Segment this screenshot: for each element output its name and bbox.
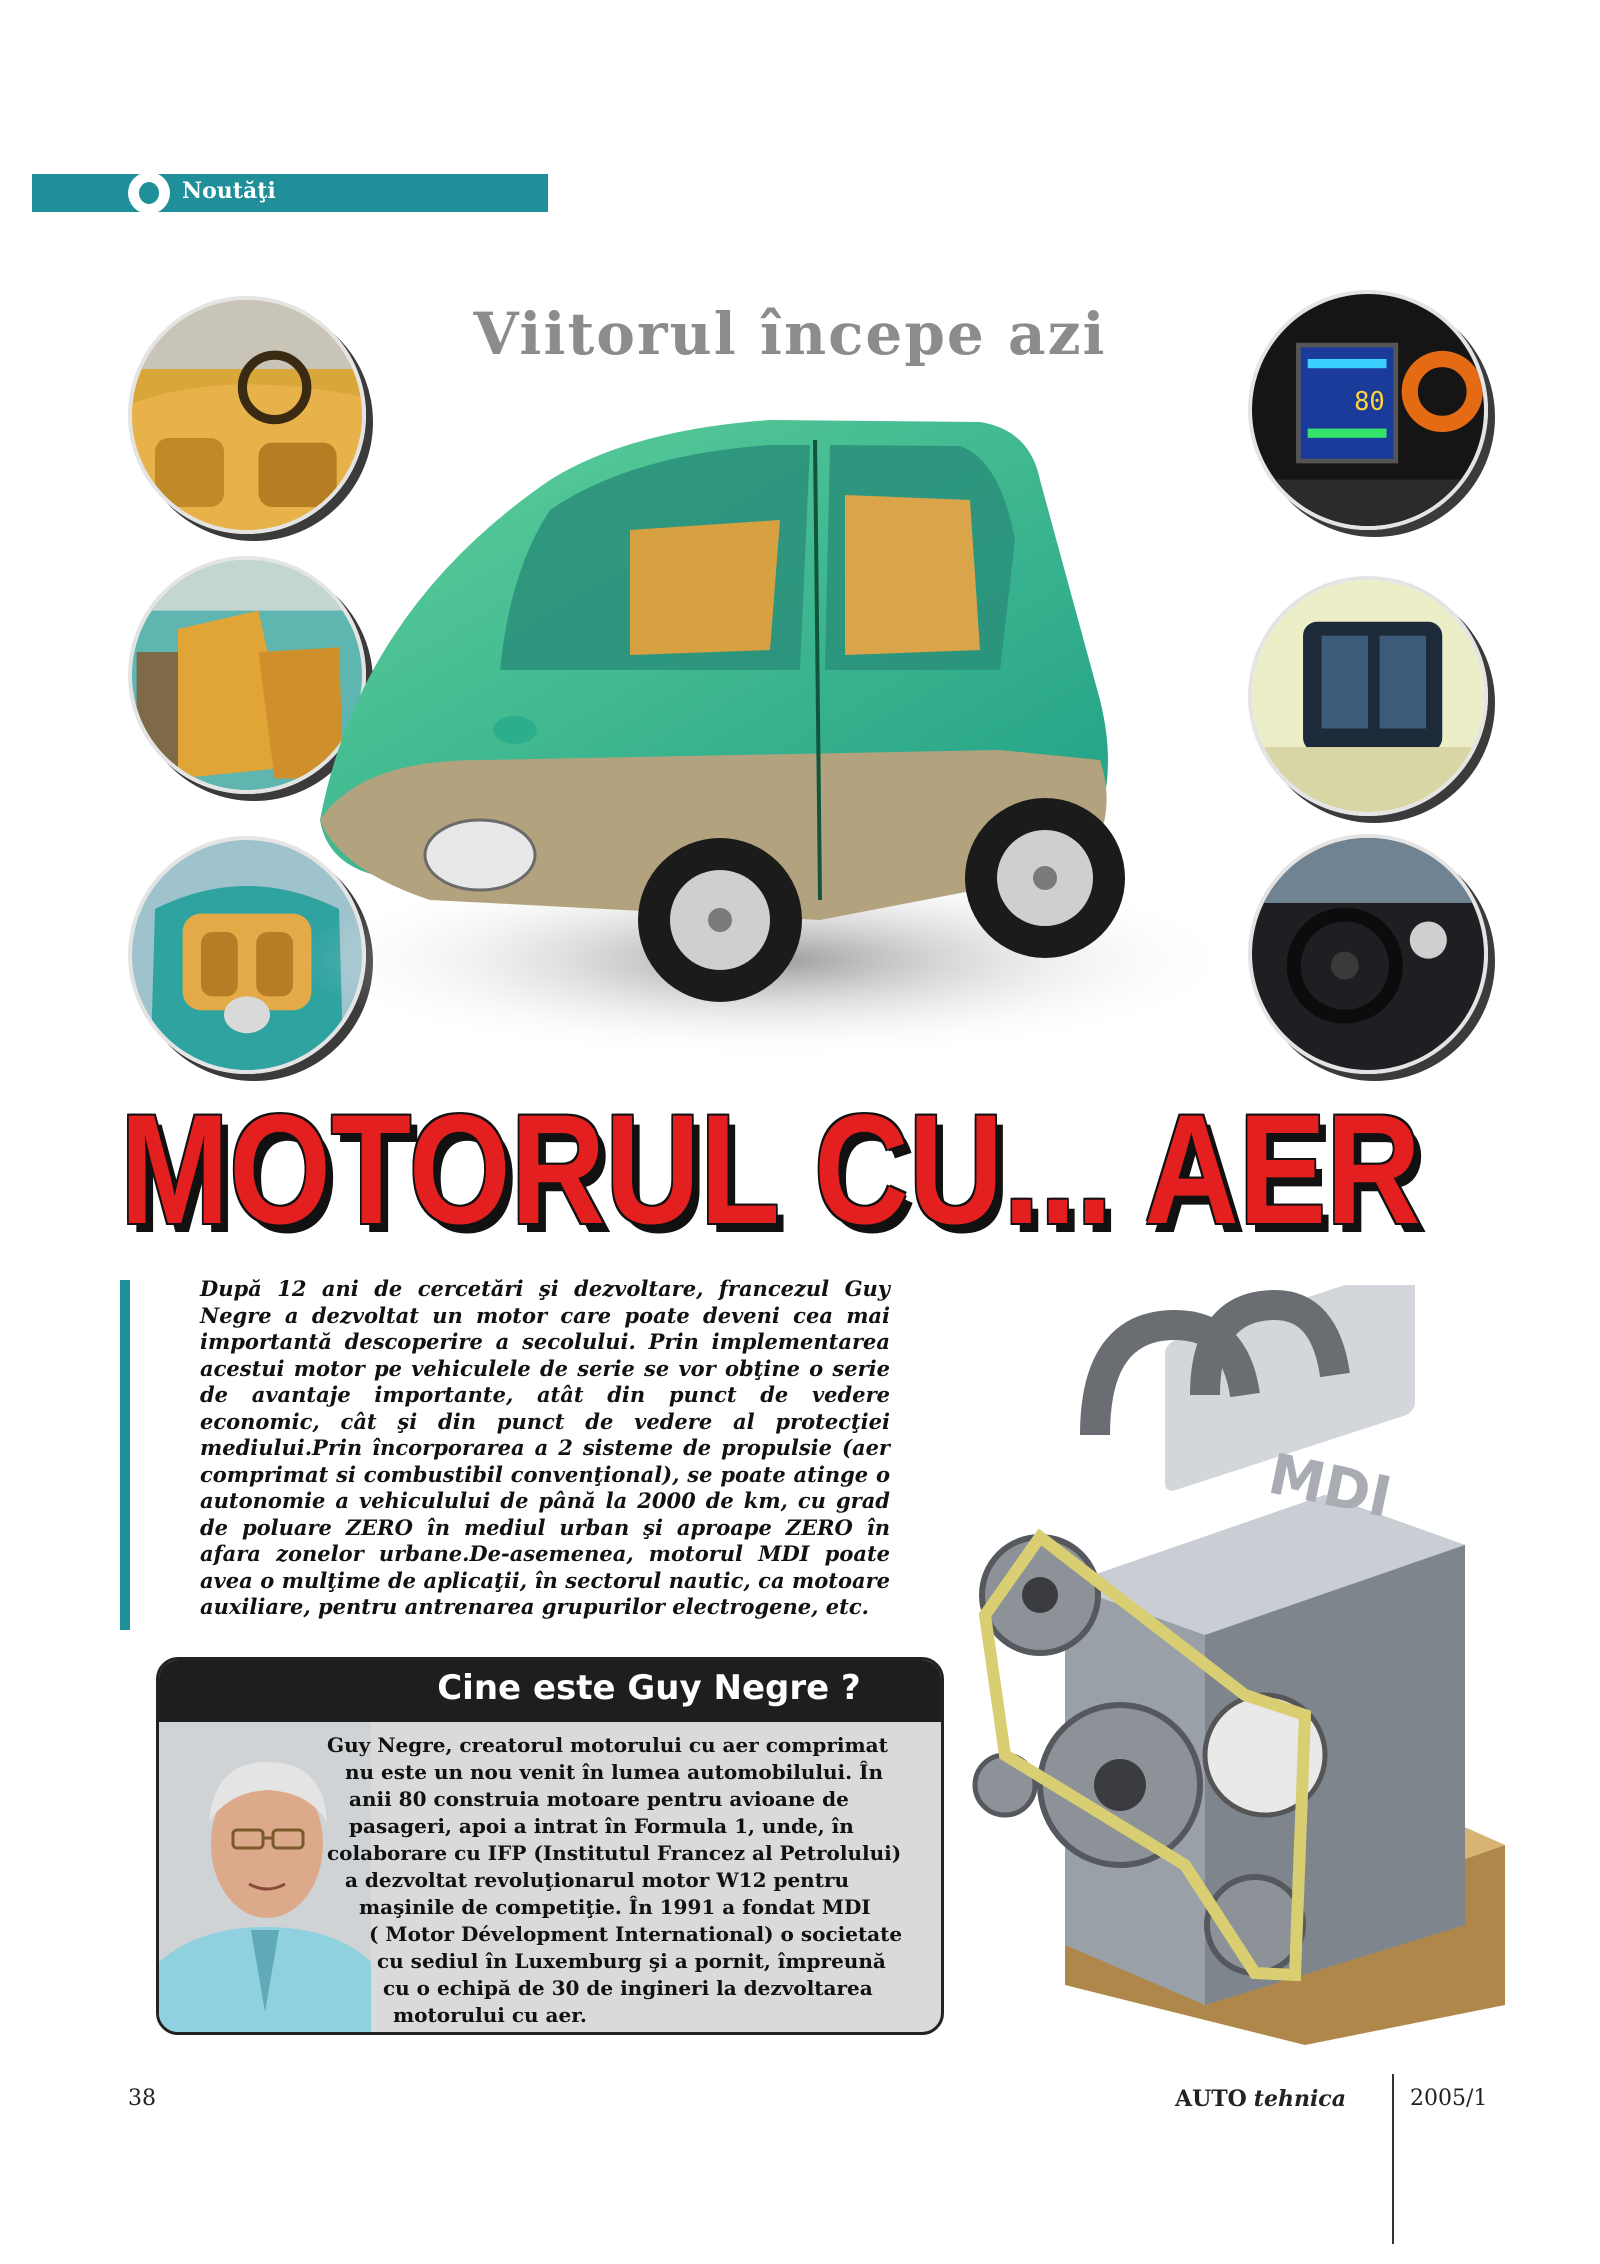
- lead-paragraph: După 12 ani de cercetări şi dezvoltare, francezul Guy Negre a dezvoltat un motor care poate deveni cea mai importantă descoperire a secolului. Prin implementarea acestui motor pe vehiculele de serie se vor obţine o serie de avantaje importante, atât din punct de vedere economic, cât şi din punct de vedere al protecţiei mediului.Prin încorporarea a 2 sisteme de propulsie (aer comprimat si combustibil convenţional), se poate atinge o autonomie a vehiculului de până la 2000 de km, cu grad de poluare ZERO în mediul urban şi aproape ZERO în afara zonelor urbane.De-asemenea, motorul MDI poate avea o mulţime de aplicaţii, în sectorul nautic, ca motoare auxiliare, pentru antrenarea grupurilor electrogene, etc.: [200, 1276, 890, 1619]
- bio-line: Guy Negre, creatorul motorului cu aer comprimat: [327, 1733, 888, 1757]
- bio-line: motorului cu aer.: [393, 2003, 587, 2027]
- bio-text: [327, 1732, 927, 2029]
- magazine-name-tehnica: tehnica: [1253, 2086, 1346, 2112]
- footer-divider: [1392, 2074, 1394, 2244]
- magazine-name: [1175, 2086, 1346, 2112]
- headline: MOTORUL CU... AER: [120, 1083, 1421, 1257]
- cabin-doors-photo: [1248, 576, 1488, 816]
- engine-badge: MDI: [1262, 1441, 1397, 1531]
- bio-line: anii 80 construia motoare pentru avioane de: [349, 1787, 849, 1811]
- bio-line: pasageri, apoi a intrat în Formula 1, unde, în: [349, 1814, 854, 1838]
- dashboard-display-photo: [1248, 290, 1488, 530]
- page-number: 38: [128, 2086, 156, 2111]
- bio-line: cu o echipă de 30 de ingineri la dezvoltarea: [383, 1976, 873, 2000]
- bio-line: colaborare cu IFP (Institutul Francez al Petrolului): [327, 1841, 902, 1865]
- section-label: Noutăţi: [182, 178, 276, 204]
- bio-line: cu sediul în Luxemburg şi a pornit, împreună: [377, 1949, 886, 1973]
- bio-line: nu este un nou venit în lumea automobilului. În: [345, 1760, 883, 1784]
- lead-accent-bar: [120, 1280, 130, 1630]
- section-bar: [32, 174, 548, 212]
- section-a-icon: [128, 172, 170, 214]
- magazine-name-auto: AUTO: [1175, 2086, 1247, 2112]
- steering-wheel-photo: [1248, 834, 1488, 1074]
- bio-title: Cine este Guy Negre ?: [437, 1668, 861, 1708]
- bio-box: [156, 1657, 944, 2035]
- bio-line: a dezvoltat revoluţionarul motor W12 pentru: [345, 1868, 850, 1892]
- bio-line: ( Motor Dévelopment International) o societate: [369, 1922, 903, 1946]
- kicker-title: Viitorul începe azi: [473, 300, 1107, 368]
- issue-number: 2005/1: [1410, 2086, 1488, 2111]
- engine-illustration: [945, 1285, 1535, 2045]
- car-illustration: [300, 400, 1270, 1060]
- dashboard-speed-readout: 80: [1354, 387, 1385, 417]
- bio-line: maşinile de competiţie. În 1991 a fondat MDI: [359, 1895, 871, 1919]
